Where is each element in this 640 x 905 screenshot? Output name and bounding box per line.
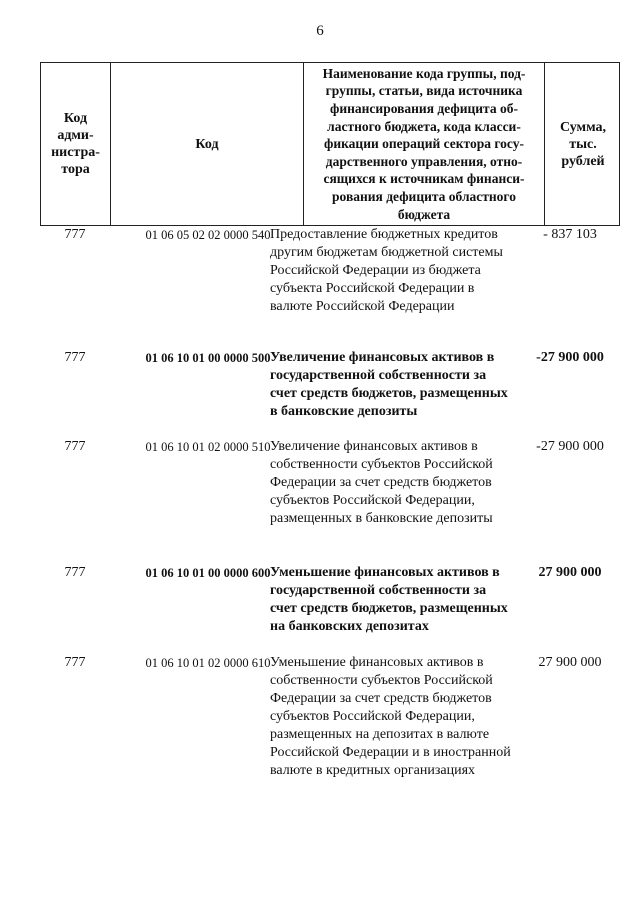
row-admin: 777 <box>64 350 86 365</box>
row-sum: -27 900 000 <box>536 350 604 365</box>
header-sum: Сумма, тыс. рублей <box>559 119 607 169</box>
row-sum: - 837 103 <box>543 227 597 242</box>
row-code: 01 06 10 01 00 0000 500 <box>145 351 271 365</box>
row-admin: 777 <box>64 565 86 580</box>
sources-table <box>40 62 620 778</box>
row-name: Увеличение финансовых активов в государственной собственности за счет средств бюджетов, размещенных в банковские депозиты <box>270 350 508 419</box>
row-code: 01 06 05 02 02 0000 540 <box>145 228 271 242</box>
header-code: Код <box>111 63 304 225</box>
header-admin-code: Код адми-нистра-тора <box>41 63 111 225</box>
row-code: 01 06 10 01 02 0000 510 <box>145 440 271 454</box>
row-sum: 27 900 000 <box>538 565 602 580</box>
row-admin: 777 <box>64 655 86 670</box>
row-code: 01 06 10 01 02 0000 610 <box>145 656 271 670</box>
row-name: Увеличение финансовых активов в собственности субъектов Российской Федерации за счет средств бюджетов субъектов Российской Федерации, размещенных в банковские депозиты <box>270 439 493 526</box>
row-sum: -27 900 000 <box>536 439 604 454</box>
table-header <box>40 62 620 226</box>
row-sum: 27 900 000 <box>538 655 602 670</box>
row-admin: 777 <box>64 227 86 242</box>
row-admin: 777 <box>64 439 86 454</box>
row-code: 01 06 10 01 00 0000 600 <box>145 566 271 580</box>
row-name: Предоставление бюджетных кредитов другим бюджетам бюджетной системы Российской Федерации из бюджета субъекта Российской Федерации в валюте Российской Федерации <box>270 227 503 314</box>
row-name: Уменьшение финансовых активов в собственности субъектов Российской Федерации за счет средств бюджетов субъектов Российской Федерации, размещенных на депозитах в валюте Российской Федерации и в иностранной валюте в кредитных организациях <box>270 655 511 778</box>
row-name: Уменьшение финансовых активов в государственной собственности за счет средств бюджетов, размещенных на банковских депозитах <box>270 565 508 634</box>
header-name: Наименование кода группы, под-группы, статьи, вида источника финансирования дефицита об-ластного бюджета, кода класси-фикации операций сектора госу-дарственного управления, отно-сящихся к источникам финанси-рования дефицита областного бюджета <box>304 63 545 225</box>
page-number: 6 <box>316 23 324 39</box>
